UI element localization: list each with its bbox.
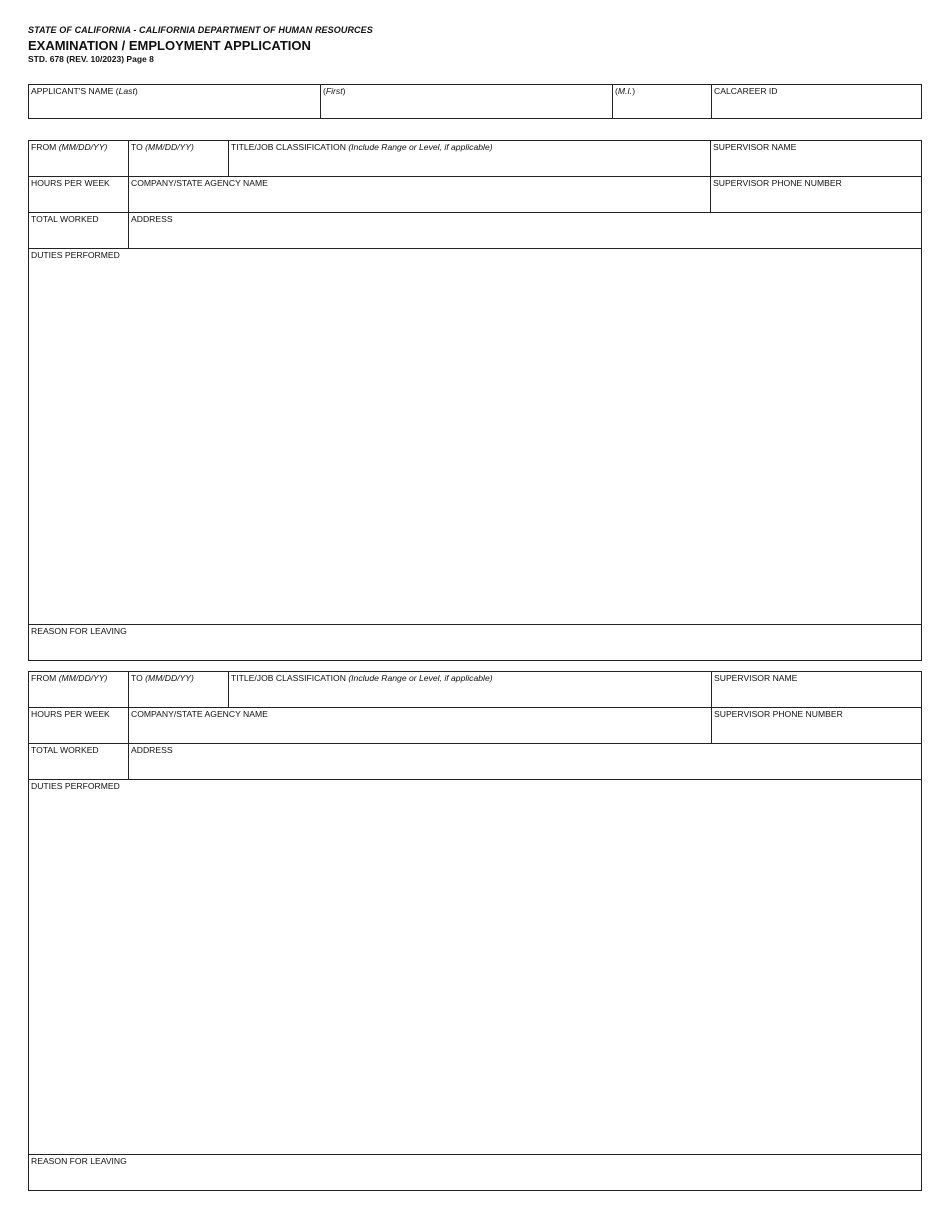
- hours-per-week-value[interactable]: [31, 720, 126, 741]
- total-worked-field[interactable]: [28, 743, 129, 780]
- duties-performed-field[interactable]: [28, 779, 922, 1156]
- duties-performed-field[interactable]: [28, 248, 922, 625]
- job-title-value[interactable]: [231, 153, 708, 174]
- hours-per-week-value[interactable]: [31, 189, 126, 210]
- company-name-label: COMPANY/STATE AGENCY NAME: [131, 178, 268, 188]
- form-title: EXAMINATION / EMPLOYMENT APPLICATION: [28, 38, 311, 53]
- applicant-first-name-value[interactable]: [323, 97, 610, 116]
- address-value[interactable]: [131, 756, 919, 777]
- form-id: STD. 678 (REV. 10/2023) Page 8: [28, 54, 154, 64]
- supervisor-name-value[interactable]: [713, 153, 919, 174]
- address-label: ADDRESS: [131, 745, 173, 755]
- total-worked-label: TOTAL WORKED: [31, 745, 99, 755]
- supervisor-phone-field[interactable]: [710, 176, 922, 213]
- job-title-field[interactable]: [228, 671, 712, 708]
- from-date-field[interactable]: [28, 671, 129, 708]
- company-name-label: COMPANY/STATE AGENCY NAME: [131, 709, 268, 719]
- duties-performed-value[interactable]: [31, 261, 919, 622]
- job-title-label: TITLE/JOB CLASSIFICATION (Include Range or Level, if applicable): [231, 673, 493, 683]
- supervisor-name-label: SUPERVISOR NAME: [713, 142, 797, 152]
- company-name-field[interactable]: [128, 707, 712, 744]
- address-label: ADDRESS: [131, 214, 173, 224]
- applicant-mi-field[interactable]: [612, 84, 712, 119]
- from-date-value[interactable]: [31, 684, 126, 705]
- applicant-last-name-label: APPLICANT'S NAME (Last): [31, 86, 138, 96]
- job-title-field[interactable]: [228, 140, 711, 177]
- total-worked-label: TOTAL WORKED: [31, 214, 99, 224]
- supervisor-phone-field[interactable]: [711, 707, 922, 744]
- applicant-first-name-label: (First): [323, 86, 346, 96]
- agency-line: STATE OF CALIFORNIA - CALIFORNIA DEPARTMENT OF HUMAN RESOURCES: [28, 25, 373, 35]
- from-date-label: FROM (MM/DD/YY): [31, 673, 108, 683]
- applicant-last-name-field[interactable]: [28, 84, 321, 119]
- hours-per-week-field[interactable]: [28, 176, 129, 213]
- reason-for-leaving-value[interactable]: [31, 637, 919, 658]
- to-date-field[interactable]: [128, 140, 229, 177]
- duties-performed-label: DUTIES PERFORMED: [31, 250, 120, 260]
- calcareer-id-field[interactable]: [711, 84, 922, 119]
- address-field[interactable]: [128, 212, 922, 249]
- supervisor-phone-value[interactable]: [713, 189, 919, 210]
- total-worked-field[interactable]: [28, 212, 129, 249]
- to-date-label: TO (MM/DD/YY): [131, 673, 194, 683]
- hours-per-week-label: HOURS PER WEEK: [31, 709, 110, 719]
- from-date-field[interactable]: [28, 140, 129, 177]
- reason-for-leaving-label: REASON FOR LEAVING: [31, 626, 127, 636]
- reason-for-leaving-label: REASON FOR LEAVING: [31, 1156, 127, 1166]
- duties-performed-value[interactable]: [31, 792, 919, 1153]
- reason-for-leaving-field[interactable]: [28, 624, 922, 661]
- to-date-label: TO (MM/DD/YY): [131, 142, 194, 152]
- calcareer-id-value[interactable]: [714, 97, 919, 116]
- company-name-value[interactable]: [131, 189, 708, 210]
- to-date-value[interactable]: [131, 684, 226, 705]
- address-value[interactable]: [131, 225, 919, 246]
- total-worked-value[interactable]: [31, 756, 126, 777]
- job-title-label: TITLE/JOB CLASSIFICATION (Include Range or Level, if applicable): [231, 142, 493, 152]
- company-name-field[interactable]: [128, 176, 711, 213]
- supervisor-name-field[interactable]: [711, 671, 922, 708]
- calcareer-id-label: CALCAREER ID: [714, 86, 778, 96]
- to-date-field[interactable]: [128, 671, 229, 708]
- duties-performed-label: DUTIES PERFORMED: [31, 781, 120, 791]
- hours-per-week-field[interactable]: [28, 707, 129, 744]
- supervisor-name-value[interactable]: [714, 684, 919, 705]
- company-name-value[interactable]: [131, 720, 709, 741]
- supervisor-name-field[interactable]: [710, 140, 922, 177]
- applicant-mi-label: (M.I.): [615, 86, 636, 96]
- hours-per-week-label: HOURS PER WEEK: [31, 178, 110, 188]
- reason-for-leaving-field[interactable]: [28, 1154, 922, 1191]
- from-date-value[interactable]: [31, 153, 126, 174]
- supervisor-phone-label: SUPERVISOR PHONE NUMBER: [713, 178, 842, 188]
- applicant-last-name-value[interactable]: [31, 97, 318, 116]
- address-field[interactable]: [128, 743, 922, 780]
- total-worked-value[interactable]: [31, 225, 126, 246]
- to-date-value[interactable]: [131, 153, 226, 174]
- supervisor-phone-label: SUPERVISOR PHONE NUMBER: [714, 709, 843, 719]
- supervisor-name-label: SUPERVISOR NAME: [714, 673, 798, 683]
- job-title-value[interactable]: [231, 684, 709, 705]
- reason-for-leaving-value[interactable]: [31, 1167, 919, 1188]
- applicant-mi-value[interactable]: [615, 97, 709, 116]
- from-date-label: FROM (MM/DD/YY): [31, 142, 108, 152]
- supervisor-phone-value[interactable]: [714, 720, 919, 741]
- applicant-first-name-field[interactable]: [320, 84, 613, 119]
